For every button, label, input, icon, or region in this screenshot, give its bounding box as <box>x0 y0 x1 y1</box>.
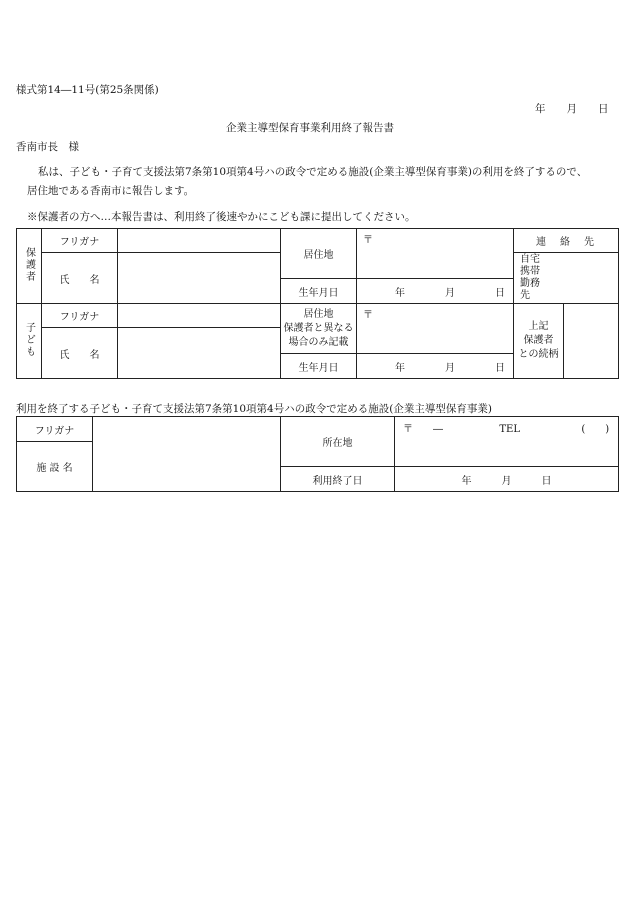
facility-name-label: 施 設 名 <box>17 442 93 492</box>
document-title: 企業主導型保育事業利用終了報告書 <box>226 122 394 134</box>
child-address-field[interactable] <box>357 304 514 354</box>
facility-section-heading: 利用を終了する子ども・子育て支援法第7条第10項第4号ハの政令で定める施設(企業主導型保育事業) <box>16 403 492 415</box>
body-line-1: 私は、子ども・子育て支援法第7条第10項第4号ハの政令で定める施設(企業主導型保育事業)の利用を終了するので、 <box>38 166 588 178</box>
postal-mark: 〒 <box>363 310 373 321</box>
child-birthdate-label: 生年月日 <box>281 354 357 379</box>
end-date-field[interactable]: 年 月 日 <box>395 467 619 492</box>
guardian-label: 保護者 <box>23 246 35 283</box>
facility-location-label: 所在地 <box>281 417 395 467</box>
body-line-2: 居住地である香南市に報告します。 <box>27 185 195 197</box>
child-label-cell <box>17 304 42 379</box>
child-name-label: 氏 名 <box>42 328 118 379</box>
facility-name-field[interactable] <box>93 417 281 492</box>
end-date-label: 利用終了日 <box>281 467 395 492</box>
relation-field[interactable] <box>564 304 619 379</box>
contact-header: 連 絡 先 <box>514 229 619 253</box>
child-furigana-label: フリガナ <box>42 304 118 328</box>
tel-label: TEL <box>499 424 520 435</box>
child-address-label <box>281 304 357 354</box>
facility-table <box>16 416 619 492</box>
guardian-note: ※保護者の方へ…本報告書は、利用終了後速やかにこども課に提出してください。 <box>27 211 416 223</box>
guardian-birthdate-label: 生年月日 <box>281 279 357 304</box>
applicant-table <box>16 228 619 379</box>
form-number: 様式第14―11号(第25条関係) <box>16 84 159 96</box>
postal-mark: 〒 <box>363 235 373 246</box>
child-name-field[interactable] <box>118 328 281 379</box>
date-line: 年 月 日 <box>535 103 609 115</box>
child-address-note: 居住地 保護者と異なる 場合のみ記載 <box>283 308 354 348</box>
guardian-address-field[interactable] <box>357 229 514 279</box>
child-birthdate-field[interactable]: 年 月 日 <box>357 354 514 379</box>
relation-text: 上記 保護者 との続柄 <box>518 321 559 360</box>
guardian-furigana-field[interactable] <box>118 229 281 253</box>
tel-paren: ( ) <box>581 424 610 435</box>
guardian-label-cell <box>17 229 42 304</box>
child-furigana-field[interactable] <box>118 304 281 328</box>
contact-items: 自宅 携帯 勤務 先 <box>520 254 540 301</box>
child-label: 子ども <box>23 321 35 358</box>
guardian-birthdate-field[interactable]: 年 月 日 <box>357 279 514 304</box>
guardian-furigana-label: フリガナ <box>42 229 118 253</box>
addressee: 香南市長 様 <box>16 141 79 153</box>
relation-label <box>514 304 564 379</box>
facility-furigana-label: フリガナ <box>17 417 93 442</box>
guardian-name-label: 氏 名 <box>42 253 118 304</box>
guardian-address-label: 居住地 <box>281 229 357 279</box>
guardian-name-field[interactable] <box>118 253 281 304</box>
facility-postal: 〒 ― <box>403 424 443 435</box>
facility-location-field[interactable] <box>395 417 619 467</box>
contact-fields[interactable] <box>514 253 619 304</box>
